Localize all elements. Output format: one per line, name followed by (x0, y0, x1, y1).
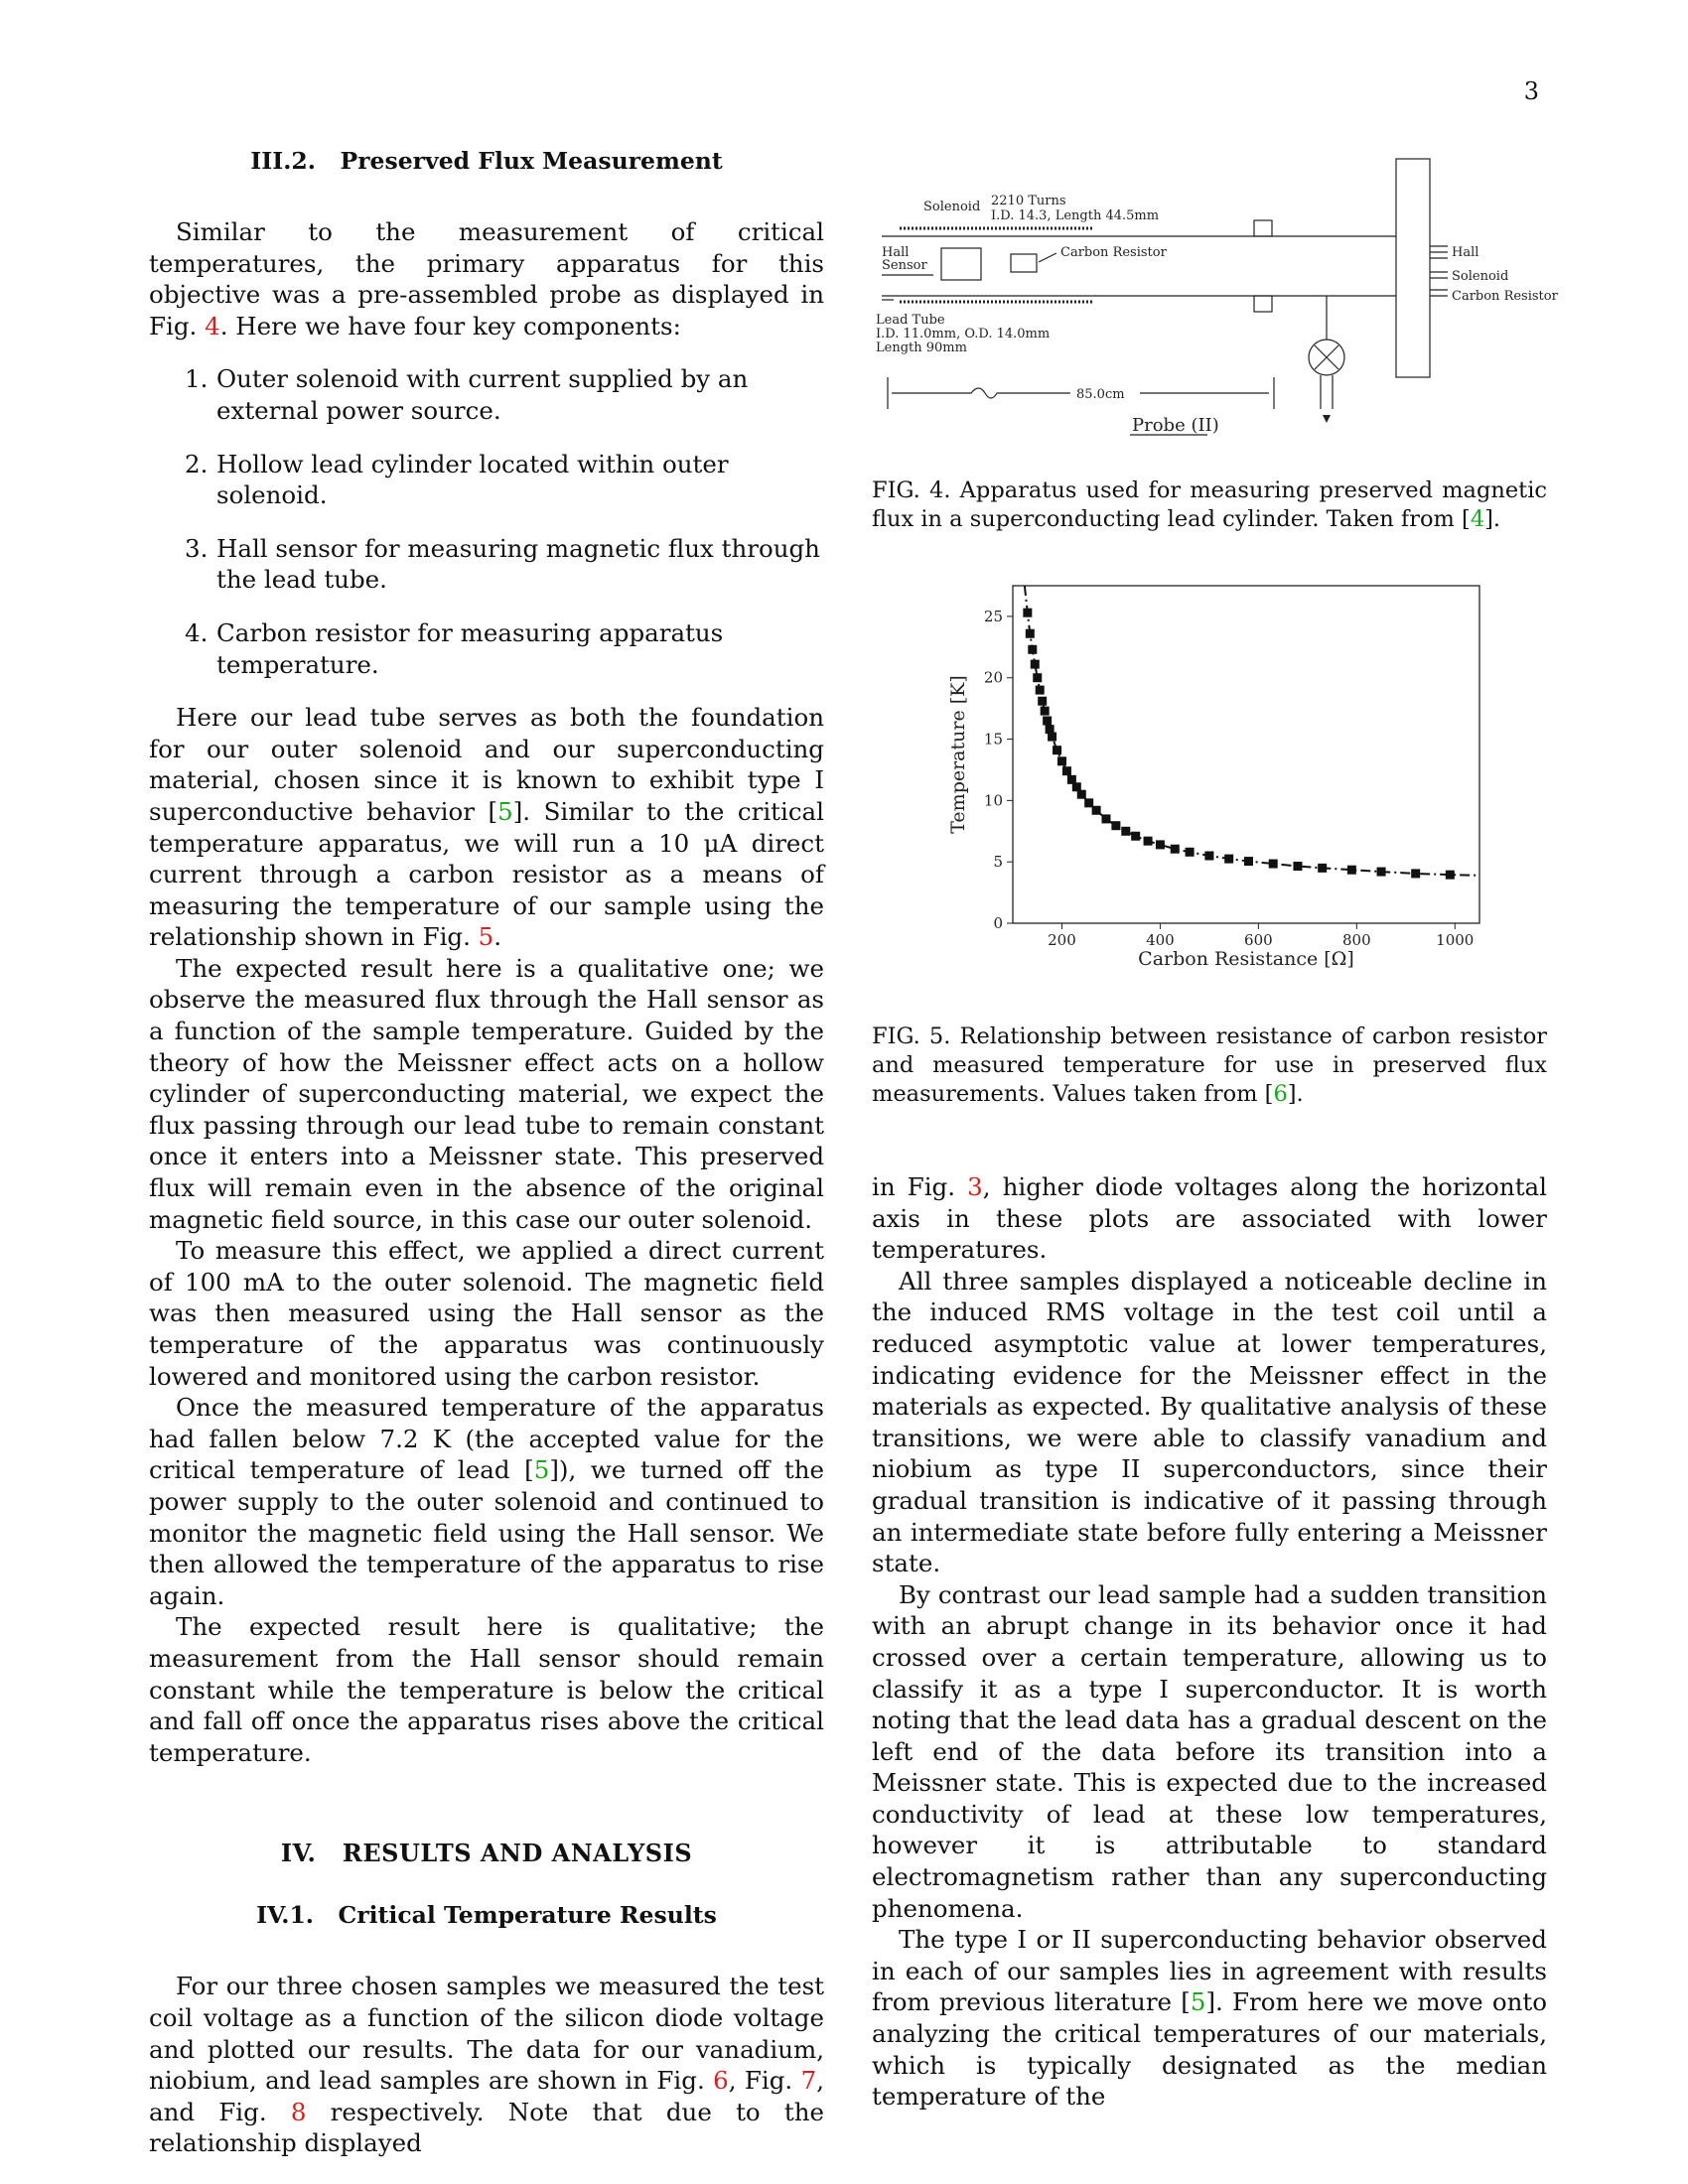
figure-4-caption: FIG. 4. Apparatus used for measuring preserved magnetic flux in a superconducting lead cylinder. Taken from [4]. (872, 478, 1547, 532)
lead-tube-label: Lead Tube (876, 313, 945, 328)
y-tick-label: 25 (983, 607, 1003, 625)
paragraph: The expected result here is qualitative; the measurement from the Hall sensor should remain constant while the temperature is below the critical and fall off once the apparatus rises above the critical temperature. (149, 1612, 824, 1767)
data-point (1026, 629, 1035, 638)
figure-link[interactable]: 6 (713, 2066, 729, 2096)
figure-link[interactable]: 4 (205, 311, 220, 341)
section-heading-iii2: III.2. Preserved Flux Measurement (250, 147, 723, 175)
y-axis-label: Temperature [K] (947, 675, 969, 834)
paragraph: Here our lead tube serves as both the foundation for our outer solenoid and our superconducting material, chosen since it is known to exhibit type I superconductive behavior [5]. Similar to the critical temperature apparatus, we will run a 10 μA direct current through a carbon resistor as a means of measuring the temperature of our sample using the relationship shown in Fig. 5. (149, 703, 824, 952)
data-point (1204, 852, 1213, 861)
figure-link[interactable]: 5 (478, 922, 494, 952)
section-heading-iv: IV. RESULTS AND ANALYSIS (280, 1839, 693, 1868)
figure-5-caption: FIG. 5. Relationship between resistance of carbon resistor and measured temperature for use in preserved flux measurements. Values taken from [6]. (872, 1024, 1547, 1107)
turns-label: 2210 Turns (991, 194, 1066, 208)
data-point (1043, 717, 1052, 726)
data-point (1347, 866, 1356, 875)
solenoid-label: Solenoid (923, 200, 981, 214)
lead-tube-dims-label: I.D. 11.0mm, O.D. 14.0mm (876, 327, 1051, 341)
data-point (1144, 837, 1153, 846)
probe-length-label: 85.0cm (1076, 387, 1125, 402)
hall-sensor-label: Sensor (882, 258, 927, 273)
x-axis-label: Carbon Resistance [Ω] (1138, 948, 1354, 970)
y-tick-label: 5 (993, 853, 1003, 872)
section-heading-iv1: IV.1. Critical Temperature Results (256, 1901, 717, 1930)
data-point (1156, 840, 1165, 849)
data-point (1033, 673, 1042, 682)
data-point (1244, 857, 1253, 866)
data-point (1036, 686, 1045, 695)
paragraph: The expected result here is a qualitative one; we observe the measured flux through the Hall sensor as a function of the sample temperature. Guided by the theory of how the Meissner effect acts on a hollow cylinder of superconducting material, we expect the flux passing through our lead tube to remain constant once it enters into a Meissner state. This preserved flux will remain even in the absence of the original magnetic field source, in this case our outer solenoid. (149, 953, 824, 1234)
legend-solenoid: Solenoid (1452, 269, 1509, 284)
data-point (1446, 871, 1455, 880)
legend-carbon-resistor: Carbon Resistor (1452, 289, 1558, 304)
y-tick-label: 10 (983, 791, 1003, 810)
data-point (1028, 645, 1037, 654)
carbon-resistor-label: Carbon Resistor (1060, 245, 1167, 260)
data-point (1318, 864, 1327, 873)
data-point (1111, 821, 1120, 830)
figure-link[interactable]: 7 (800, 2066, 817, 2096)
paragraph: By contrast our lead sample had a sudden transition with an abrupt change in its behavior once it had crossed over a certain temperature, allowing us to classify it as a type I superconductor. It is worth noting that the lead data has a gradual descent on the left end of the data before its transition into a Meissner state. This is expected due to the increased conductivity of lead at these low temperatures, however it is attributable to standard electromagnetism rather than any superconducting phenomena. (872, 1579, 1547, 1923)
data-point (1377, 868, 1386, 877)
data-point (1293, 862, 1302, 871)
x-tick-label: 600 (1244, 931, 1273, 949)
list-item: 2. Hollow lead cylinder located within outer solenoid. (185, 449, 729, 510)
data-point (1041, 707, 1050, 716)
x-tick-label: 800 (1341, 931, 1371, 949)
citation-link[interactable]: 6 (1273, 1081, 1288, 1107)
citation-link[interactable]: 5 (533, 1455, 550, 1485)
left-column (149, 145, 824, 2159)
data-point (1077, 790, 1086, 799)
probe-label: Probe (II) (1132, 415, 1219, 436)
data-point (1057, 756, 1066, 765)
solenoid-dims-label: I.D. 14.3, Length 44.5mm (991, 208, 1160, 223)
paragraph: Similar to the measurement of critical temperatures, the primary apparatus for this objective was a pre-assembled probe as displayed in Fig. 4. Here we have four key components: (149, 217, 824, 341)
data-point (1062, 766, 1071, 775)
page-number: 3 (1523, 77, 1539, 105)
data-point (1186, 848, 1195, 857)
figure-link[interactable]: 3 (967, 1172, 983, 1201)
apparatus-diagram (872, 149, 1567, 447)
data-point (1092, 806, 1101, 815)
citation-link[interactable]: 4 (1470, 506, 1485, 532)
resistance-temperature-chart (938, 576, 1494, 973)
data-point (1131, 832, 1140, 841)
x-tick-label: 200 (1048, 931, 1076, 949)
paragraph: Once the measured temperature of the apparatus had fallen below 7.2 K (the accepted value for the critical temperature of lead [5]), we turned off the power supply to the outer solenoid and continued to monitor the magnetic field using the Hall sensor. We then allowed the temperature of the apparatus to rise again. (149, 1393, 824, 1610)
data-point (1038, 697, 1047, 706)
data-point (1224, 855, 1233, 864)
citation-link[interactable]: 5 (1190, 1987, 1206, 2017)
data-point (1048, 733, 1056, 742)
list-item: 3. Hall sensor for measuring magnetic flux through the lead tube. (185, 533, 820, 595)
x-tick-label: 400 (1146, 931, 1175, 949)
y-tick-label: 0 (993, 914, 1003, 932)
right-column (872, 1171, 1547, 2113)
x-tick-label: 1000 (1436, 931, 1475, 949)
legend-hall: Hall (1452, 245, 1479, 260)
data-point (1102, 814, 1111, 823)
data-point (1269, 860, 1278, 869)
data-point (1023, 609, 1032, 617)
data-point (1171, 845, 1180, 854)
hall-sensor-label: Hall (882, 245, 910, 260)
data-point (1053, 746, 1061, 754)
y-tick-label: 20 (983, 668, 1003, 687)
list-item: 1. Outer solenoid with current supplied by an external power source. (185, 364, 749, 425)
data-point (1031, 660, 1040, 669)
paragraph: The type I or II superconducting behavior observed in each of our samples lies in agreement with results from previous literature [5]. From here we move onto analyzing the critical temperatures of our materials, which is typically designated as the median temperature of the (872, 1925, 1547, 2112)
y-tick-label: 15 (983, 730, 1003, 749)
citation-link[interactable]: 5 (497, 796, 513, 826)
data-point (1411, 869, 1420, 878)
paragraph: in Fig. 3, higher diode voltages along the horizontal axis in these plots are associated with lower temperatures. (872, 1172, 1547, 1265)
paragraph: For our three chosen samples we measured the test coil voltage as a function of the silicon diode voltage and plotted our results. The data for our vanadium, niobium, and lead samples are shown in Fig. 6, Fig. 7, and Fig. 8 respectively. Note that due to the relationship displayed (149, 1972, 825, 2158)
data-point (1121, 827, 1130, 836)
component-list (149, 363, 824, 680)
figure-link[interactable]: 8 (290, 2097, 307, 2126)
list-item: 4. Carbon resistor for measuring apparatus temperature. (185, 617, 724, 679)
paragraph: To measure this effect, we applied a direct current of 100 mA to the outer solenoid. The magnetic field was then measured using the Hall sensor as the temperature of the apparatus was continuously lowered and monitored using the carbon resistor. (149, 1236, 824, 1391)
paragraph: All three samples displayed a noticeable decline in the induced RMS voltage in the test coil until a reduced asymptotic value at lower temperatures, indicating evidence for the Meissner effect in the materials as expected. By qualitative analysis of these transitions, we were able to classify vanadium and niobium as type II superconductors, since their gradual transition is indicative of it passing through an intermediate state before fully entering a Meissner state. (872, 1266, 1547, 1578)
fit-line (1025, 586, 1479, 876)
lead-tube-length-label: Length 90mm (876, 341, 967, 355)
